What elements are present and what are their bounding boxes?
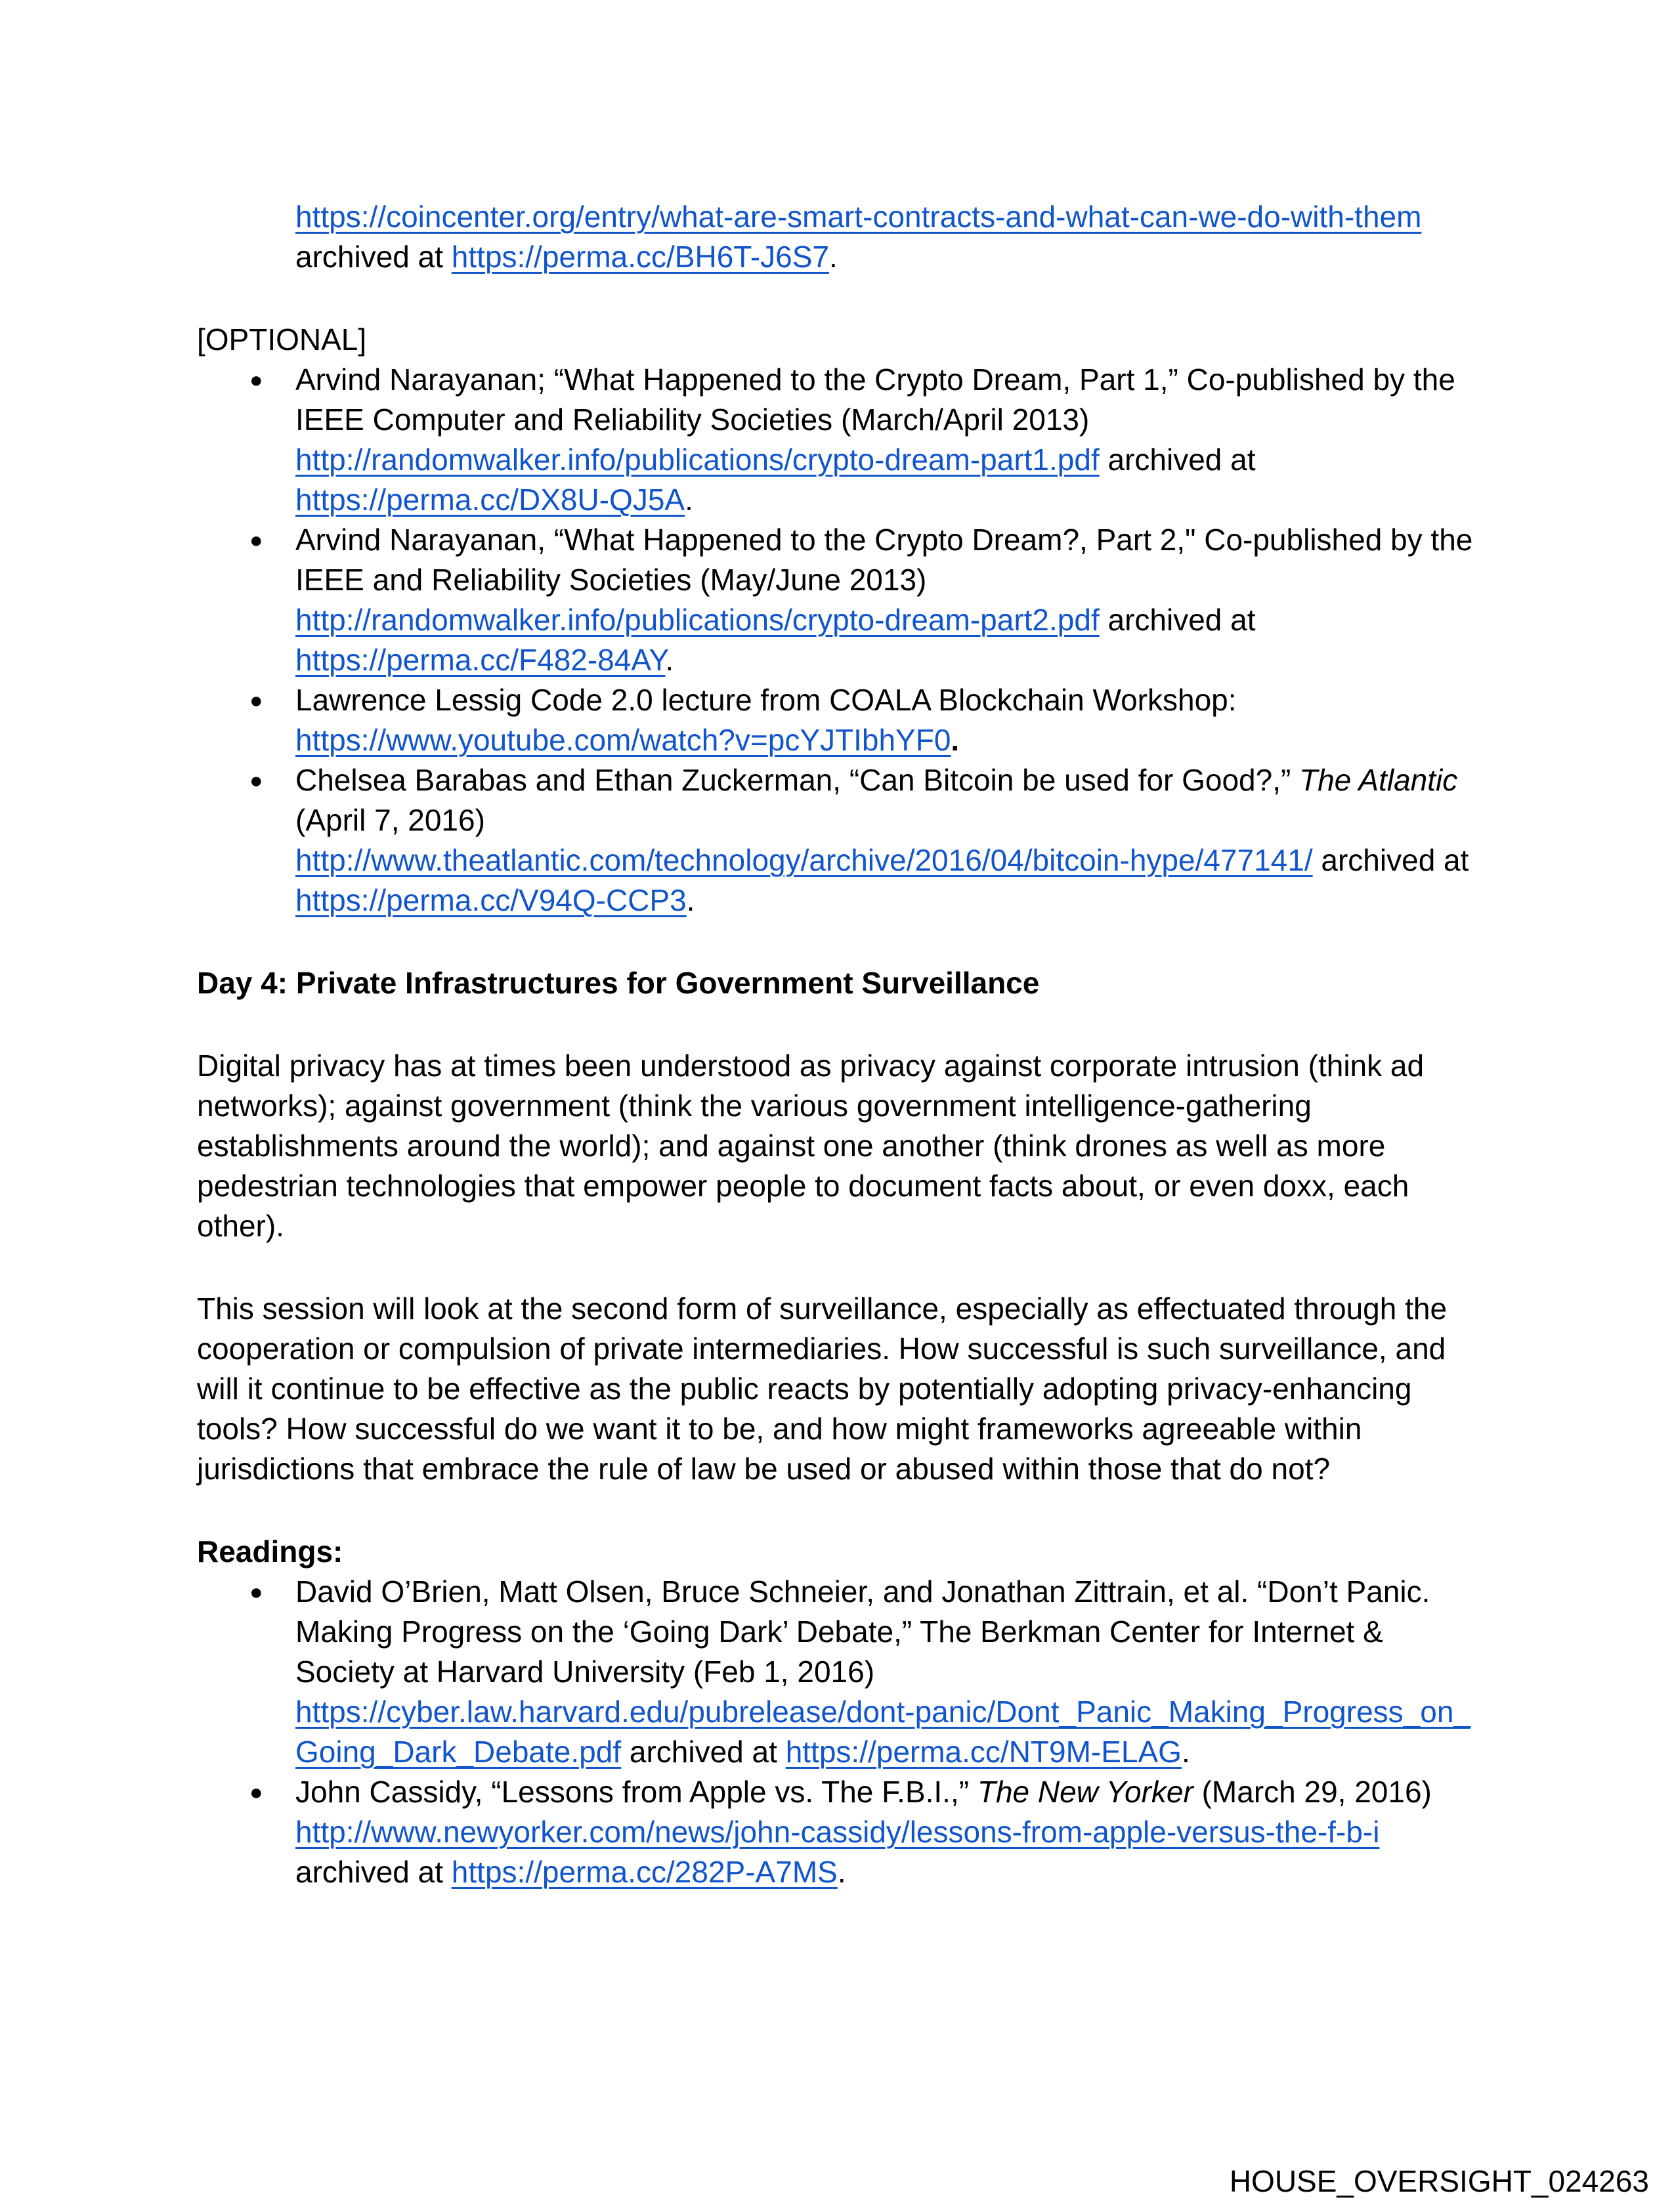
hyperlink[interactable]: https://cyber.law.harvard.edu/pubrelease/dont-panic/Dont_Panic_Making_Progress_on_ [295,1695,1471,1729]
text-run: . [829,240,838,274]
text-run: will it continue to be effective as the public reacts by potentially adopting privacy-enhancing [197,1372,1412,1406]
text-run: cooperation or compulsion of private intermediaries. How successful is such surveillance, and [197,1332,1446,1366]
text-line [197,1369,1484,1409]
text-line [197,1409,1484,1449]
text-line [197,1086,1484,1126]
text-run: Arvind Narayanan, “What Happened to the Crypto Dream?, Part 2," Co-published by the [295,523,1473,557]
text-line [295,1732,1484,1772]
text-line [295,1612,1484,1652]
continuation-text [295,197,1484,277]
text-line [295,600,1484,640]
text-line [295,1652,1484,1692]
text-line [295,440,1484,480]
bullet-icon: ● [249,368,263,393]
list-item [197,520,1484,680]
section-heading [197,1532,1484,1572]
text-run: This session will look at the second form of surveillance, especially as effectuated through the [197,1291,1448,1326]
hyperlink[interactable]: https://perma.cc/BH6T-J6S7 [451,240,830,274]
hyperlink[interactable]: https://www.youtube.com/watch?v=pcYJTIbhYF0 [295,723,951,757]
text-run: Lawrence Lessig Code 2.0 lecture from COALA Blockchain Workshop: [295,683,1237,717]
text-line [295,760,1484,800]
text-run: Making Progress on the ‘Going Dark’ Debate,” The Berkman Center for Internet & [295,1615,1383,1649]
paragraph [197,320,1484,360]
bullet-list [197,1572,1484,1892]
hyperlink[interactable]: Going_Dark_Debate.pdf [295,1735,622,1769]
paragraph [197,1046,1484,1246]
text-line [295,880,1484,921]
italic-text: The Atlantic [1299,763,1458,797]
text-line [295,1812,1484,1852]
text-line [197,320,1484,360]
bullet-icon: ● [249,528,263,553]
text-run: Society at Harvard University (Feb 1, 2016) [295,1655,875,1689]
hyperlink[interactable]: http://randomwalker.info/publications/crypto-dream-part1.pdf [295,443,1100,477]
text-line [197,1046,1484,1086]
hyperlink[interactable]: https://perma.cc/DX8U-QJ5A [295,483,685,517]
text-line [197,1166,1484,1206]
hyperlink[interactable]: https://perma.cc/V94Q-CCP3 [295,883,687,917]
hyperlink[interactable]: https://perma.cc/NT9M-ELAG [785,1735,1182,1769]
text-run: Day 4: Private Infrastructures for Government Surveillance [197,966,1040,1000]
hyperlink[interactable]: https://perma.cc/F482-84AY [295,643,666,677]
text-run: establishments around the world); and against one another (think drones as well as more [197,1129,1386,1163]
text-run: . [685,483,693,517]
text-line [295,1852,1484,1892]
text-run: Digital privacy has at times been understood as privacy against corporate intrusion (think ad [197,1049,1425,1083]
italic-text: The New Yorker [977,1775,1193,1809]
text-run: IEEE Computer and Reliability Societies (March/April 2013) [295,402,1090,437]
list-item [197,760,1484,921]
text-run: . [686,883,695,917]
list-item [197,1772,1484,1892]
text-run: archived at [621,1735,786,1769]
text-run: tools? How successful do we want it to be, and how might frameworks agreeable within [197,1412,1362,1446]
document-body [197,197,1484,1892]
text-line [197,1289,1484,1329]
bullet-list [197,360,1484,921]
bates-number: HOUSE_OVERSIGHT_024263 [1229,2164,1649,2198]
section-heading [197,963,1484,1003]
text-line [295,197,1484,237]
bold-text: . [951,723,960,757]
hyperlink[interactable]: https://coincenter.org/entry/what-are-smart-contracts-and-what-can-we-do-with-them [295,200,1422,234]
text-run: (April 7, 2016) [295,803,485,837]
text-run: networks); against government (think the various government intelligence-gathering [197,1089,1312,1123]
hyperlink[interactable]: http://www.newyorker.com/news/john-cassidy/lessons-from-apple-versus-the-f-b-i [295,1815,1380,1849]
text-line [295,360,1484,400]
list-item [197,360,1484,520]
list-item [197,680,1484,760]
text-run: . [665,643,674,677]
text-line [197,963,1484,1003]
text-run: Readings: [197,1534,343,1569]
text-line [197,1206,1484,1246]
text-line [295,237,1484,277]
text-run: [OPTIONAL] [197,322,367,357]
text-line [295,1772,1484,1812]
text-line [295,640,1484,680]
text-line [295,480,1484,520]
hyperlink[interactable]: https://perma.cc/282P-A7MS [451,1855,838,1889]
text-run: archived at [295,1855,452,1889]
text-run: other). [197,1209,284,1243]
text-line [197,1532,1484,1572]
text-line [295,720,1484,760]
text-line [197,1449,1484,1489]
text-run: (March 29, 2016) [1193,1775,1432,1809]
text-line [197,1329,1484,1369]
text-run: archived at [295,240,452,274]
text-run: David O’Brien, Matt Olsen, Bruce Schneier, and Jonathan Zittrain, et al. “Don’t Panic. [295,1574,1430,1609]
bullet-icon: ● [249,768,263,793]
text-run: Chelsea Barabas and Ethan Zuckerman, “Can Bitcoin be used for Good?,” [295,763,1300,797]
hyperlink[interactable]: http://www.theatlantic.com/technology/archive/2016/04/bitcoin-hype/477141/ [295,843,1313,877]
text-line [295,560,1484,600]
text-run: Arvind Narayanan; “What Happened to the Crypto Dream, Part 1,” Co-published by the [295,362,1455,397]
text-line [295,800,1484,840]
text-line [197,1126,1484,1166]
text-run: jurisdictions that embrace the rule of law be used or abused within those that do not? [197,1452,1331,1486]
text-run: archived at [1099,443,1256,477]
text-line [295,840,1484,880]
bullet-icon: ● [249,1580,263,1605]
text-line [295,400,1484,440]
text-line [295,520,1484,560]
paragraph [197,1289,1484,1489]
text-run: archived at [1312,843,1469,877]
hyperlink[interactable]: http://randomwalker.info/publications/crypto-dream-part2.pdf [295,603,1100,637]
text-line [295,1692,1484,1732]
text-run: John Cassidy, “Lessons from Apple vs. The F.B.I.,” [295,1775,977,1809]
text-run: . [1181,1735,1190,1769]
text-run: IEEE and Reliability Societies (May/June 2013) [295,563,927,597]
text-run: . [837,1855,846,1889]
text-run: archived at [1099,603,1256,637]
bullet-icon: ● [249,1780,263,1805]
text-run: pedestrian technologies that empower people to document facts about, or even doxx, each [197,1169,1409,1203]
text-line [295,680,1484,720]
bullet-icon: ● [249,688,263,713]
list-item [197,1572,1484,1772]
text-line [295,1572,1484,1612]
